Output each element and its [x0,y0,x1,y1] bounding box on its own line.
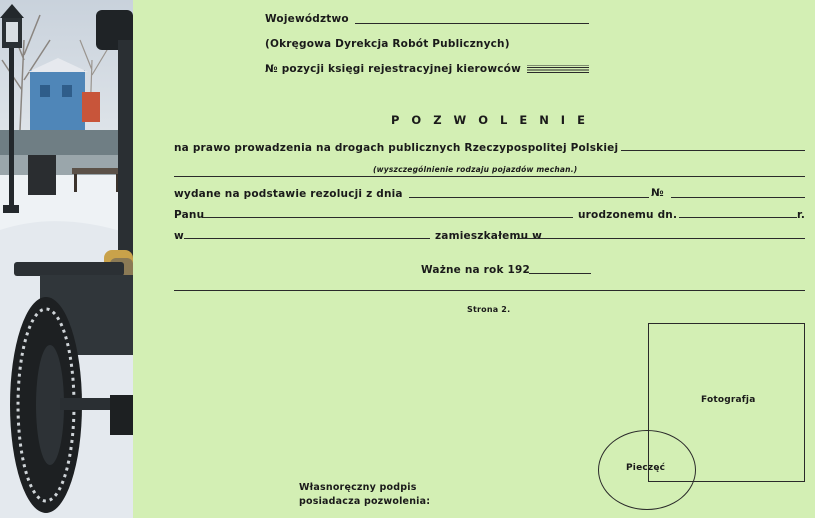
urodzonemu-label: urodzonemu dn. [578,209,678,221]
wydane-label: wydane na podstawie rezolucji z dnia [174,188,403,200]
rezolucja-date-line [409,197,649,198]
pozycja-field [527,65,589,73]
w-label: w [174,230,184,242]
separator-line [174,290,805,291]
rok-suffix: r. [797,209,806,221]
permit-document [133,0,815,518]
wojewodztwo-line [355,23,589,24]
signature-label-line1: Własnoręczny podpis [299,482,417,493]
wyszczegolnienie-note: (wyszczególnienie rodzaju pojazdów mechan.) [373,165,578,174]
pojazdy-rodzaj-line [174,176,805,177]
zamieszkalemu-label: zamieszkałemu w [435,230,543,242]
panu-line [203,217,573,218]
document-title: POZWOLENIE [391,113,597,127]
urodzonemu-line [679,217,797,218]
numer-line [671,197,805,198]
rok-line [529,273,591,274]
signature-label-line2: posiadacza pozwolenia: [299,496,431,507]
zamieszkalemu-line [517,238,805,239]
photo-box-label: Fotografja [701,395,756,405]
wazne-label: Ważne na rok 192 [421,264,531,276]
pojazdy-line [621,150,805,151]
prawo-prowadzenia-text: na prawo prowadzenia na drogach publicznych Rzeczypospolitej Polskiej [174,142,619,154]
wojewodztwo-label: Województwo [265,13,349,25]
panu-label: Panu [174,209,205,221]
seal-label: Pieczęć [626,463,666,473]
pozycja-label: № pozycji księgi rejestracyjnej kierowców [265,63,521,75]
page-label: Strona 2. [467,305,511,314]
dyrekcja-label: (Okręgowa Dyrekcja Robót Publicznych) [265,38,510,50]
miejscowosc-line [184,238,430,239]
numer-label: № [651,187,664,199]
street-photo [0,0,133,518]
